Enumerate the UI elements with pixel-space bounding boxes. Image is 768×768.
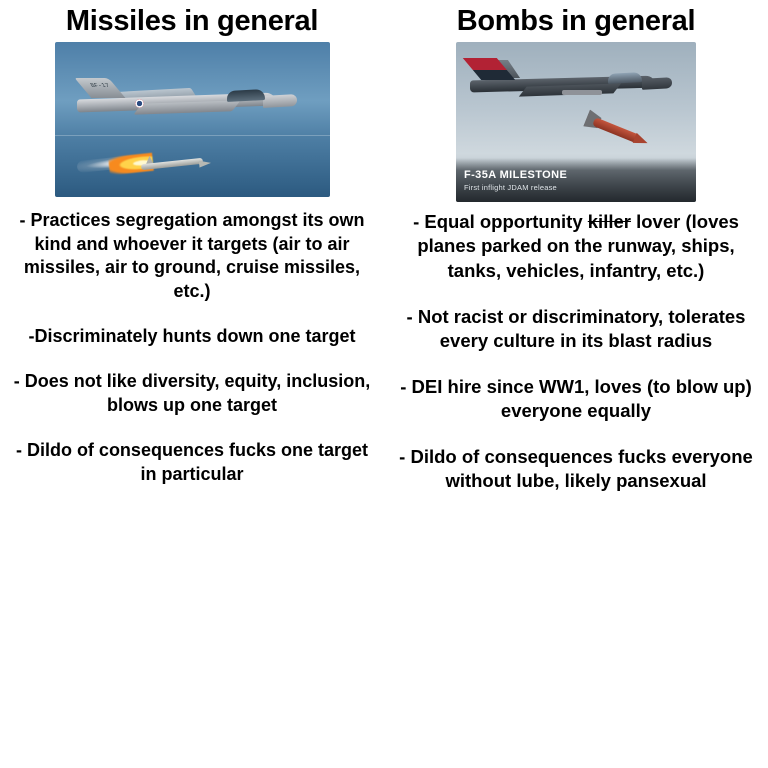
list-item: - Dildo of consequences fucks one target in particular	[15, 440, 369, 484]
bullet-text-after: lover (loves planes parked on the runway, ships, tanks, vehicles, infantry, etc.)	[417, 211, 739, 281]
jet-aircraft-graphic	[77, 80, 295, 120]
column-bombs	[384, 0, 768, 768]
jet-tail-code: BF-17	[88, 82, 111, 90]
photo-caption-bar	[456, 158, 696, 202]
list-item: - Practices segregation amongst its own kind and whoever it targets (air to air missiles, air to ground, cruise missiles, etc.)	[19, 210, 365, 301]
left-column-title: Missiles in general	[65, 5, 319, 37]
list-item: - Dildo of consequences fucks everyone without lube, likely pansexual	[399, 445, 753, 491]
right-bullet-list	[390, 210, 762, 514]
list-item: - Does not like diversity, equity, inclusion, blows up one target	[13, 371, 371, 415]
list-item: - DEI hire since WW1, loves (to blow up) everyone equally	[400, 375, 752, 421]
roundel-icon	[135, 99, 144, 108]
left-bullet-list	[6, 209, 378, 508]
bullet-text-struck: killer	[587, 211, 631, 233]
list-item	[390, 210, 762, 282]
list-item: - Not racist or discriminatory, tolerates every culture in its blast radius	[406, 305, 746, 351]
list-item: -Discriminately hunts down one target	[28, 326, 356, 346]
photo-caption-subtitle: First inflight JDAM release	[464, 182, 557, 192]
bullet-text-before: - Equal opportunity	[413, 211, 588, 233]
f35a-aircraft-graphic	[470, 64, 670, 104]
right-column-title: Bombs in general	[456, 5, 696, 37]
horizon-line	[55, 135, 330, 136]
photo-caption-title: F-35A MILESTONE	[464, 168, 568, 181]
missile-graphic	[123, 160, 209, 168]
fighter-jet-firing-missile-photo	[55, 42, 330, 197]
jdam-bomb-graphic	[584, 112, 654, 151]
f35a-jdam-release-photo	[456, 42, 696, 202]
